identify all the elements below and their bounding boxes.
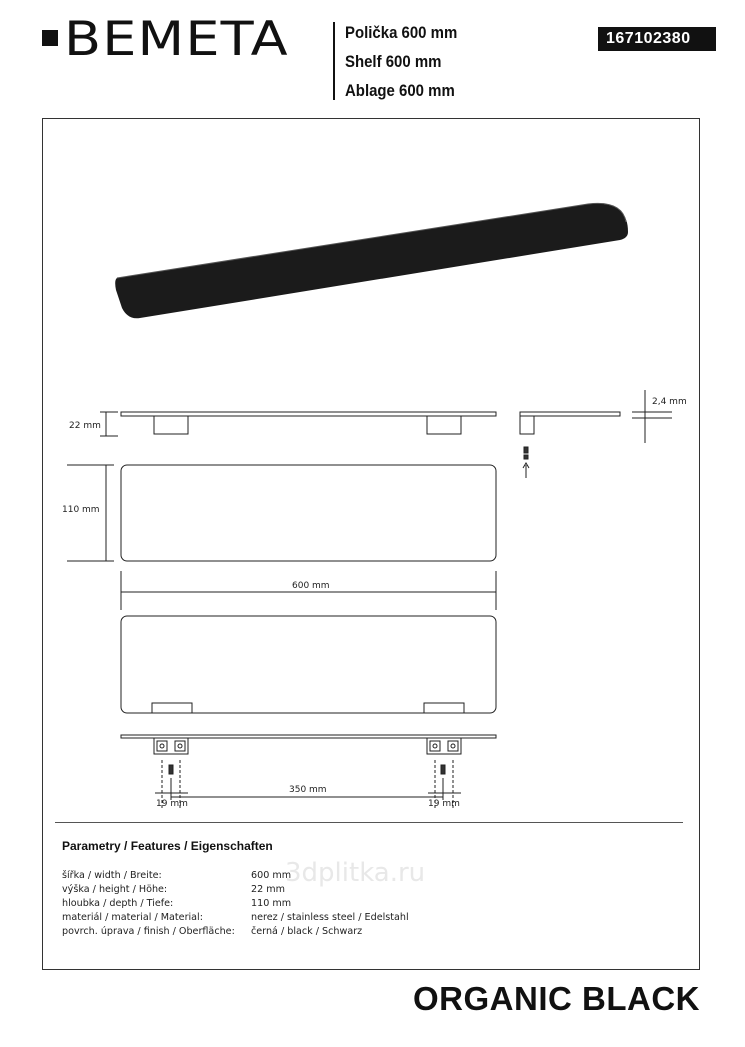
spec-value: nerez / stainless steel / Edelstahl: [251, 912, 409, 923]
dim-bracket-left: 19 mm: [156, 799, 188, 809]
spec-value: černá / black / Schwarz: [251, 926, 363, 937]
product-code: 167102380: [598, 27, 716, 51]
dim-bracket-right: 19 mm: [428, 799, 460, 809]
title-cz: Polička 600 mm: [345, 23, 458, 42]
spec-label: šířka / width / Breite:: [62, 870, 162, 881]
spec-label: povrch. úprava / finish / Oberfläche:: [62, 926, 235, 937]
spec-label: hloubka / depth / Tiefe:: [62, 898, 174, 909]
dim-mount-distance: 350 mm: [289, 785, 327, 795]
front-view: [100, 412, 496, 436]
brand-logo: BEMETA: [64, 12, 289, 67]
dim-depth: 110 mm: [62, 505, 100, 515]
spec-value: 600 mm: [251, 870, 292, 881]
top-view: [67, 465, 496, 610]
dim-thickness: 2,4 mm: [652, 397, 687, 407]
title-de: Ablage 600 mm: [345, 81, 455, 100]
spec-label: materiál / material / Material:: [62, 912, 203, 923]
features-title: Parametry / Features / Eigenschaften: [62, 839, 273, 853]
dim-width: 600 mm: [292, 581, 330, 591]
title-en: Shelf 600 mm: [345, 52, 442, 71]
shelf-render: [115, 203, 628, 318]
spec-value: 110 mm: [251, 898, 292, 909]
side-view: [520, 390, 672, 478]
dim-height: 22 mm: [69, 421, 101, 431]
bottom-view: [121, 616, 496, 713]
series-name: ORGANIC BLACK: [413, 980, 700, 1017]
section-divider: [55, 822, 683, 823]
mounting-view: [121, 735, 496, 808]
watermark: 3dplitka.ru: [285, 858, 426, 888]
spec-label: výška / height / Höhe:: [62, 884, 168, 895]
spec-value: 22 mm: [251, 884, 285, 895]
